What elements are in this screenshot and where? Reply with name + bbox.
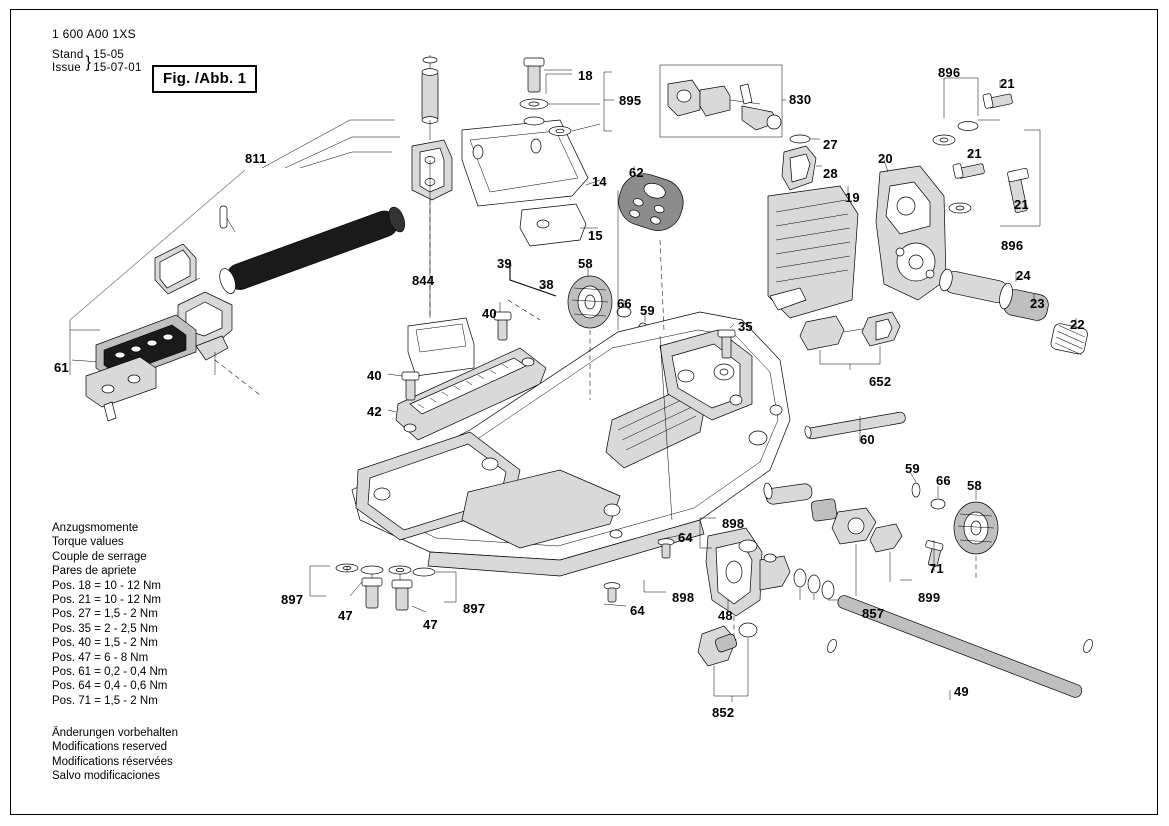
callout-23: 23 — [1030, 296, 1045, 311]
callout-895: 895 — [619, 93, 642, 108]
callout-64: 64 — [630, 603, 645, 618]
torque-values-block — [52, 521, 167, 708]
issue-value-de: 15-05 — [93, 49, 125, 61]
callout-15: 15 — [588, 228, 603, 243]
torque-heading-de: Anzugsmomente — [52, 522, 139, 534]
callout-844: 844 — [412, 273, 435, 288]
callout-39: 39 — [497, 256, 512, 271]
callout-20: 20 — [878, 151, 893, 166]
issue-label-en: Issue — [52, 62, 81, 74]
torque-item: Pos. 18 = 10 - 12 Nm — [52, 579, 161, 592]
torque-item: Pos. 61 = 0,2 - 0,4 Nm — [52, 666, 168, 679]
issue-row — [52, 62, 144, 75]
callout-61: 61 — [54, 360, 69, 375]
torque-item: Pos. 71 = 1,5 - 2 Nm — [52, 694, 158, 707]
callout-71: 71 — [929, 561, 944, 576]
callout-896: 896 — [938, 65, 961, 80]
note-de: Änderungen vorbehalten — [52, 727, 178, 739]
callout-24: 24 — [1016, 268, 1031, 283]
callout-66: 66 — [936, 473, 951, 488]
callout-857: 857 — [862, 606, 885, 621]
callout-60: 60 — [860, 432, 875, 447]
callout-66: 66 — [617, 296, 632, 311]
torque-item: Pos. 21 = 10 - 12 Nm — [52, 594, 161, 607]
document-header — [52, 28, 144, 75]
callout-21: 21 — [1000, 76, 1015, 91]
callout-59: 59 — [640, 303, 655, 318]
callout-35: 35 — [738, 319, 753, 334]
torque-item: Pos. 27 = 1,5 - 2 Nm — [52, 608, 158, 621]
callout-42: 42 — [367, 404, 382, 419]
callout-22: 22 — [1070, 317, 1085, 332]
torque-heading-es: Pares de apriete — [52, 565, 137, 578]
callout-18: 18 — [578, 68, 593, 83]
torque-item: Pos. 35 = 2 - 2,5 Nm — [52, 622, 158, 635]
callout-48: 48 — [718, 608, 733, 623]
legal-notes-block — [52, 726, 178, 784]
callout-40: 40 — [482, 306, 497, 321]
callout-898: 898 — [672, 590, 695, 605]
torque-item: Pos. 64 = 0,4 - 0,6 Nm — [52, 680, 168, 693]
issue-label-de: Stand — [52, 49, 84, 61]
issue-row — [52, 49, 144, 62]
callout-811: 811 — [245, 151, 267, 166]
figure-label: Fig. /Abb. 1 — [152, 65, 257, 93]
callout-40: 40 — [367, 368, 382, 383]
callout-47: 47 — [338, 608, 353, 623]
torque-heading-fr: Couple de serrage — [52, 550, 147, 563]
callout-27: 27 — [823, 137, 838, 152]
callout-830: 830 — [789, 92, 812, 107]
issue-table — [52, 49, 144, 75]
callout-897: 897 — [463, 601, 486, 616]
callout-47: 47 — [423, 617, 438, 632]
callout-28: 28 — [823, 166, 838, 181]
brace-icon: } — [85, 53, 92, 71]
callout-62: 62 — [629, 165, 644, 180]
callout-14: 14 — [592, 174, 607, 189]
callout-898: 898 — [722, 516, 745, 531]
torque-item: Pos. 40 = 1,5 - 2 Nm — [52, 637, 158, 650]
callout-49: 49 — [954, 684, 969, 699]
note-fr: Modifications réservées — [52, 755, 173, 768]
callout-19: 19 — [845, 190, 860, 205]
note-es: Salvo modificaciones — [52, 770, 161, 783]
callout-58: 58 — [967, 478, 982, 493]
callout-38: 38 — [539, 277, 554, 292]
callout-652: 652 — [869, 374, 892, 389]
note-en: Modifications reserved — [52, 741, 168, 754]
callout-896: 896 — [1001, 238, 1024, 253]
callout-21: 21 — [1014, 197, 1029, 212]
callout-21: 21 — [967, 146, 982, 161]
callout-58: 58 — [578, 256, 593, 271]
callout-899: 899 — [918, 590, 941, 605]
callout-64: 64 — [678, 530, 693, 545]
callout-852: 852 — [712, 705, 735, 720]
torque-item: Pos. 47 = 6 - 8 Nm — [52, 651, 149, 664]
torque-heading-en: Torque values — [52, 536, 124, 549]
part-number: 1 600 A00 1XS — [52, 27, 136, 41]
callout-59: 59 — [905, 461, 920, 476]
issue-value-en: 15-07-01 — [93, 62, 142, 74]
callout-897: 897 — [281, 592, 304, 607]
